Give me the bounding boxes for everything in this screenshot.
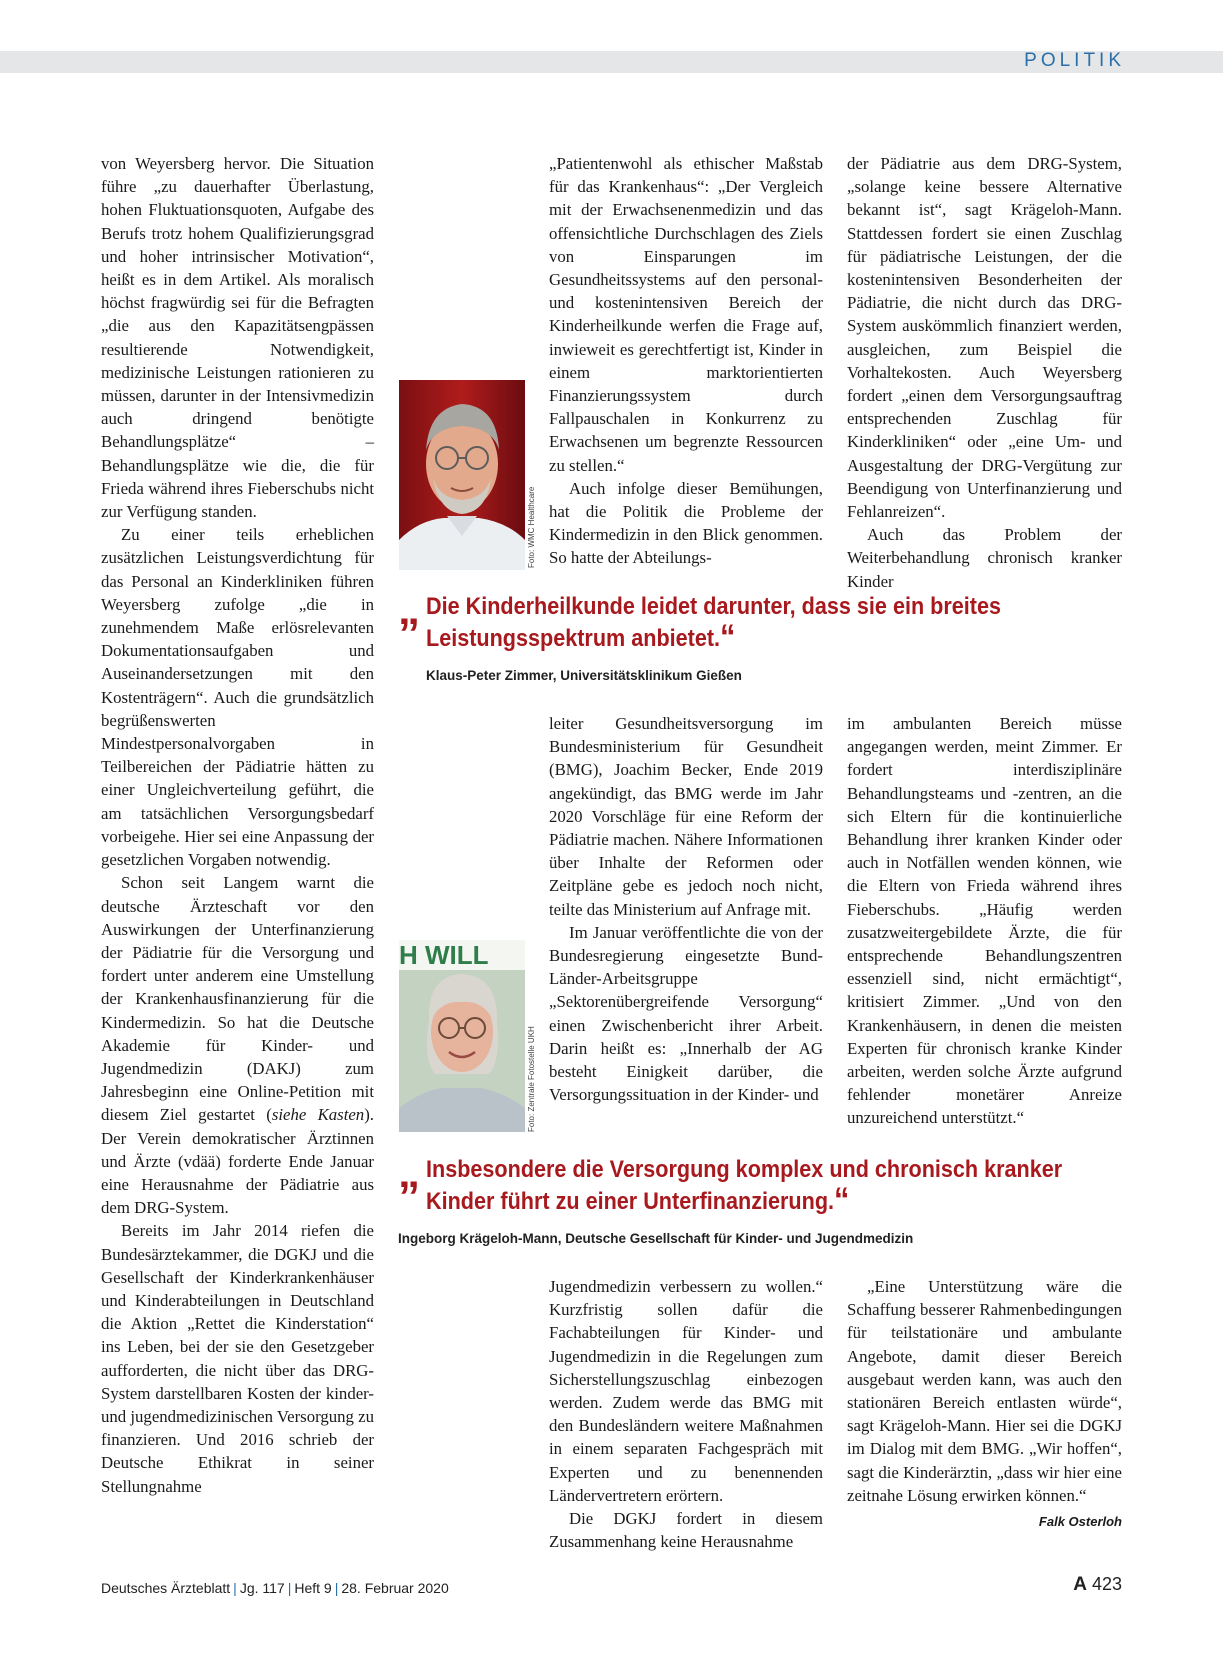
- page-number: A 423: [1073, 1574, 1122, 1595]
- background-sign-text: H WILL: [399, 940, 489, 970]
- pull-quote-text: Die Kinderheilkunde leidet darunter, dass sie ein breites Leistungsspektrum anbietet.“: [426, 593, 1001, 656]
- pull-quote-text: Insbesondere die Versorgung komplex und chronisch kranker Kinder führt zu einer Unterfinanzierung.“: [426, 1156, 1063, 1219]
- paragraph: der Pädiatrie aus dem DRG-System, „solange keine bessere Alternative bekannt ist“, sagt Krägeloh-Mann. Stattdessen fordert sie einen Zuschlag für pädiatrische Leistungen, der die kostenintensiven Besonderheiten der Pädiatrie, die nicht durch das DRG-System auskömmlich finanziert werden, ausgleichen, zum Beispiel die Vorhaltekosten. Auch Weyersberg fordert „einen dem Versorgungsauftrag entsprechenden Zuschlag für Kinderkliniken“ oder „eine Um- und Ausgestaltung der DRG-Vergütung zur Beendigung von Unterfinanzierung und Fehlanreizen“.: [847, 154, 1122, 522]
- section-label: POLITIK: [1024, 50, 1125, 71]
- column-3-middle: [847, 712, 1122, 1130]
- paragraph: Auch das Problem der Weiterbehandlung chronisch kranker Kinder: [847, 525, 1122, 591]
- column-3-top: [847, 152, 1122, 593]
- photo-credit: Foto: Zentrale Fotostelle UKH: [527, 1026, 536, 1132]
- paragraph: Zu einer teils erheblichen zusätzlichen Leistungsverdichtung für das Personal an Kinderkliniken führen Weyersberg zufolge „die in zunehmendem Maße erlösrelevanten Dokumentationsaufgaben und Auseinandersetzungen mit den Kostenträgern“. Auch die grundsätzlich begrüßenswerten Mindestpersonalvorgaben in Teilbereichen der Pädiatrie hätten zu einer Ungleichverteilung geführt, die am tatsächlichen Versorgungsbedarf vorbeigehe. Hier sei eine Anpassung der gesetzlichen Vorgaben notwendig.: [101, 525, 374, 870]
- opening-quote-mark: „: [398, 1148, 420, 1197]
- pull-quote-attribution: Ingeborg Krägeloh-Mann, Deutsche Gesellschaft für Kinder- und Jugendmedizin: [398, 1231, 914, 1246]
- closing-quote-mark: “: [834, 1181, 850, 1219]
- closing-quote-mark: “: [720, 618, 736, 656]
- paragraph: Bereits im Jahr 2014 riefen die Bundesärztekammer, die DGKJ und die Gesellschaft der Kinderkrankenhäuser und Kinderabteilungen in Deutschland die Aktion „Rettet die Kinderstation“ ins Leben, bei der sie den Gesetzgeber aufforderten, die nicht über das DRG-System darstellbaren Kosten der kinder- und jugendmedizinischen Versorgung zu finanzieren. Und 2016 schrieb der Deutsche Ethikrat in seiner Stellungnahme: [101, 1221, 374, 1496]
- paragraph: leiter Gesundheitsversorgung im Bundesministerium für Gesundheit (BMG), Joachim Becker, Ende 2019 angekündigt, das BMG werde im Jahr 2020 Vorschläge für eine Reform der Pädiatrie machen. Nähere Informationen über Inhalte der Reformen oder Zeitpläne gebe es jedoch noch nicht, teilte das Ministerium auf Anfrage mit.: [549, 714, 823, 919]
- paragraph: Im Januar veröffentlichte die von der Bundesregierung eingesetzte Bund-Länder-Arbeitsgruppe „Sektorenübergreifende Versorgung“ einen Zwischenbericht ihrer Arbeit. Darin heißt es: „Innerhalb der AG besteht Einigkeit darüber, die Versorgungssituation in der Kinder- und: [549, 922, 823, 1105]
- volume: Jg. 117: [239, 1580, 285, 1596]
- paragraph: Jugendmedizin verbessern zu wollen.“ Kurzfristig sollen dafür die Fachabteilungen für Kinder- und Jugendmedizin in die Regelungen zum Sicherstellungszuschlag einbezogen werden. Zudem werde das BMG mit den Bundesländern weitere Maßnahmen in einem separaten Fachgespräch mit Experten und zu benennenden Ländervertretern erörtern.: [549, 1277, 823, 1505]
- article-author: Falk Osterloh: [1038, 1514, 1122, 1530]
- paragraph: von Weyersberg hervor. Die Situation führe „zu dauerhafter Überlastung, hohen Fluktuationsquoten, Aufgabe des Berufs trotz hohem Qualifizierungsgrad und hoher intrinsischer Motivation“, heißt es in dem Artikel. Als moralisch höchst fragwürdig sei für die Befragten „die aus den Kapazitätsengpässen resultierende Notwendigkeit, medizinische Leistungen rationieren zu müssen, darunter in der Intensivmedizin auch dringend benötigte Behandlungsplätze“ – Behandlungsplätze wie die, die für Frieda während ihres Fieberschubs nicht zur Verfügung standen.: [101, 154, 374, 522]
- issue: Heft 9: [294, 1580, 332, 1596]
- footer-citation: Deutsches Ärzteblatt | Jg. 117 | Heft 9 | 28. Februar 2020: [101, 1580, 449, 1596]
- paragraph: Auch infolge dieser Bemühungen, hat die Politik die Probleme der Kindermedizin in den Blick genommen. So hatte der Abteilungs-: [549, 478, 823, 568]
- paragraph: „Patientenwohl als ethischer Maßstab für das Krankenhaus“: „Der Vergleich mit der Erwachsenenmedizin und das offensichtliche Durchschlagen des Ziels von Einsparungen im Gesundheitssystems auf den personal- und kostenintensiven Bereich der Kinderheilkunde werfen die Frage auf, inwieweit es gerechtfertigt ist, Kinder in einem marktorientierten Finanzierungssystem durch Fallpauschalen in Konkurrenz zu Erwachsenen um begrenzte Ressourcen zu stellen.“: [549, 154, 823, 475]
- cross-reference: siehe Kasten: [271, 1105, 365, 1125]
- photo-credit: Foto: WMC Healthcare: [527, 486, 536, 568]
- pull-quote-1: [398, 585, 1065, 683]
- column-1: [101, 152, 374, 1498]
- opening-quote-mark: „: [398, 585, 420, 634]
- paragraph: „Eine Unterstützung wäre die Schaffung besserer Rahmenbedingungen für teilstationäre und ambulante Angebote, damit dieser Bereich ausgebaut werden kann, was auch den stationären Bereich entlasten würde“, sagt Krägeloh-Mann. Hier sei die DGKJ im Dialog mit dem BMG. „Wir hoffen“, sagt die Kinderärztin, „dass wir hier eine zeitnahe Lösung erwirken können.“ Falk Osterloh: [847, 1275, 1122, 1507]
- paragraph: Schon seit Langem warnt die deutsche Ärzteschaft vor den Auswirkungen der Unterfinanzierung der Pädiatrie für die Versorgung und fordert unter anderem eine Umstellung der Krankenhausfinanzierung für die Kindermedizin. So hat die Deutsche Akademie für Kinder- und Jugendmedizin (DAKJ) zum Jahresbeginn eine Online-Petition mit diesem Ziel gestartet (siehe Kasten). Der Verein demokratischer Ärztinnen und Ärzte (vdää) forderte Ende Januar eine Herausnahme der Pädiatrie aus dem DRG-System.: [101, 873, 374, 1218]
- portrait-photo-kraegeloh-mann: [399, 940, 525, 1132]
- paragraph: im ambulanten Bereich müsse angegangen werden, meint Zimmer. Er fordert interdisziplinäre Behandlungsteams und -zentren, an die sich Eltern für die kontinuierliche Behandlung ihrer kranken Kinder oder auch in Notfällen wenden können, wie die Eltern von Frieda während ihres Fieberschubs. „Häufig werden zusatzweitergebildete Ärzte, die für entsprechende Behandlungszentren essenziell sind, nicht ermächtigt“, kritisiert Zimmer. „Und von den Krankenhäusern, in denen die meisten Experten für chronisch kranke Kinder arbeiten, werden solche Ärzte aufgrund fehlender monetärer Anreize unzureichend unterstützt.“: [847, 714, 1122, 1128]
- column-2-top: [549, 152, 823, 570]
- column-2-bottom: [549, 1275, 823, 1553]
- pull-quote-attribution: Klaus-Peter Zimmer, Universitätsklinikum Gießen: [426, 668, 742, 683]
- column-2-middle: [549, 712, 823, 1106]
- issue-date: 28. Februar 2020: [341, 1580, 449, 1596]
- paragraph: Die DGKJ fordert in diesem Zusammenhang keine Herausnahme: [549, 1509, 823, 1552]
- column-3-bottom: [847, 1275, 1122, 1533]
- journal-name: Deutsches Ärzteblatt: [101, 1580, 231, 1596]
- pull-quote-2: [398, 1148, 1133, 1246]
- portrait-photo-zimmer: [399, 380, 525, 570]
